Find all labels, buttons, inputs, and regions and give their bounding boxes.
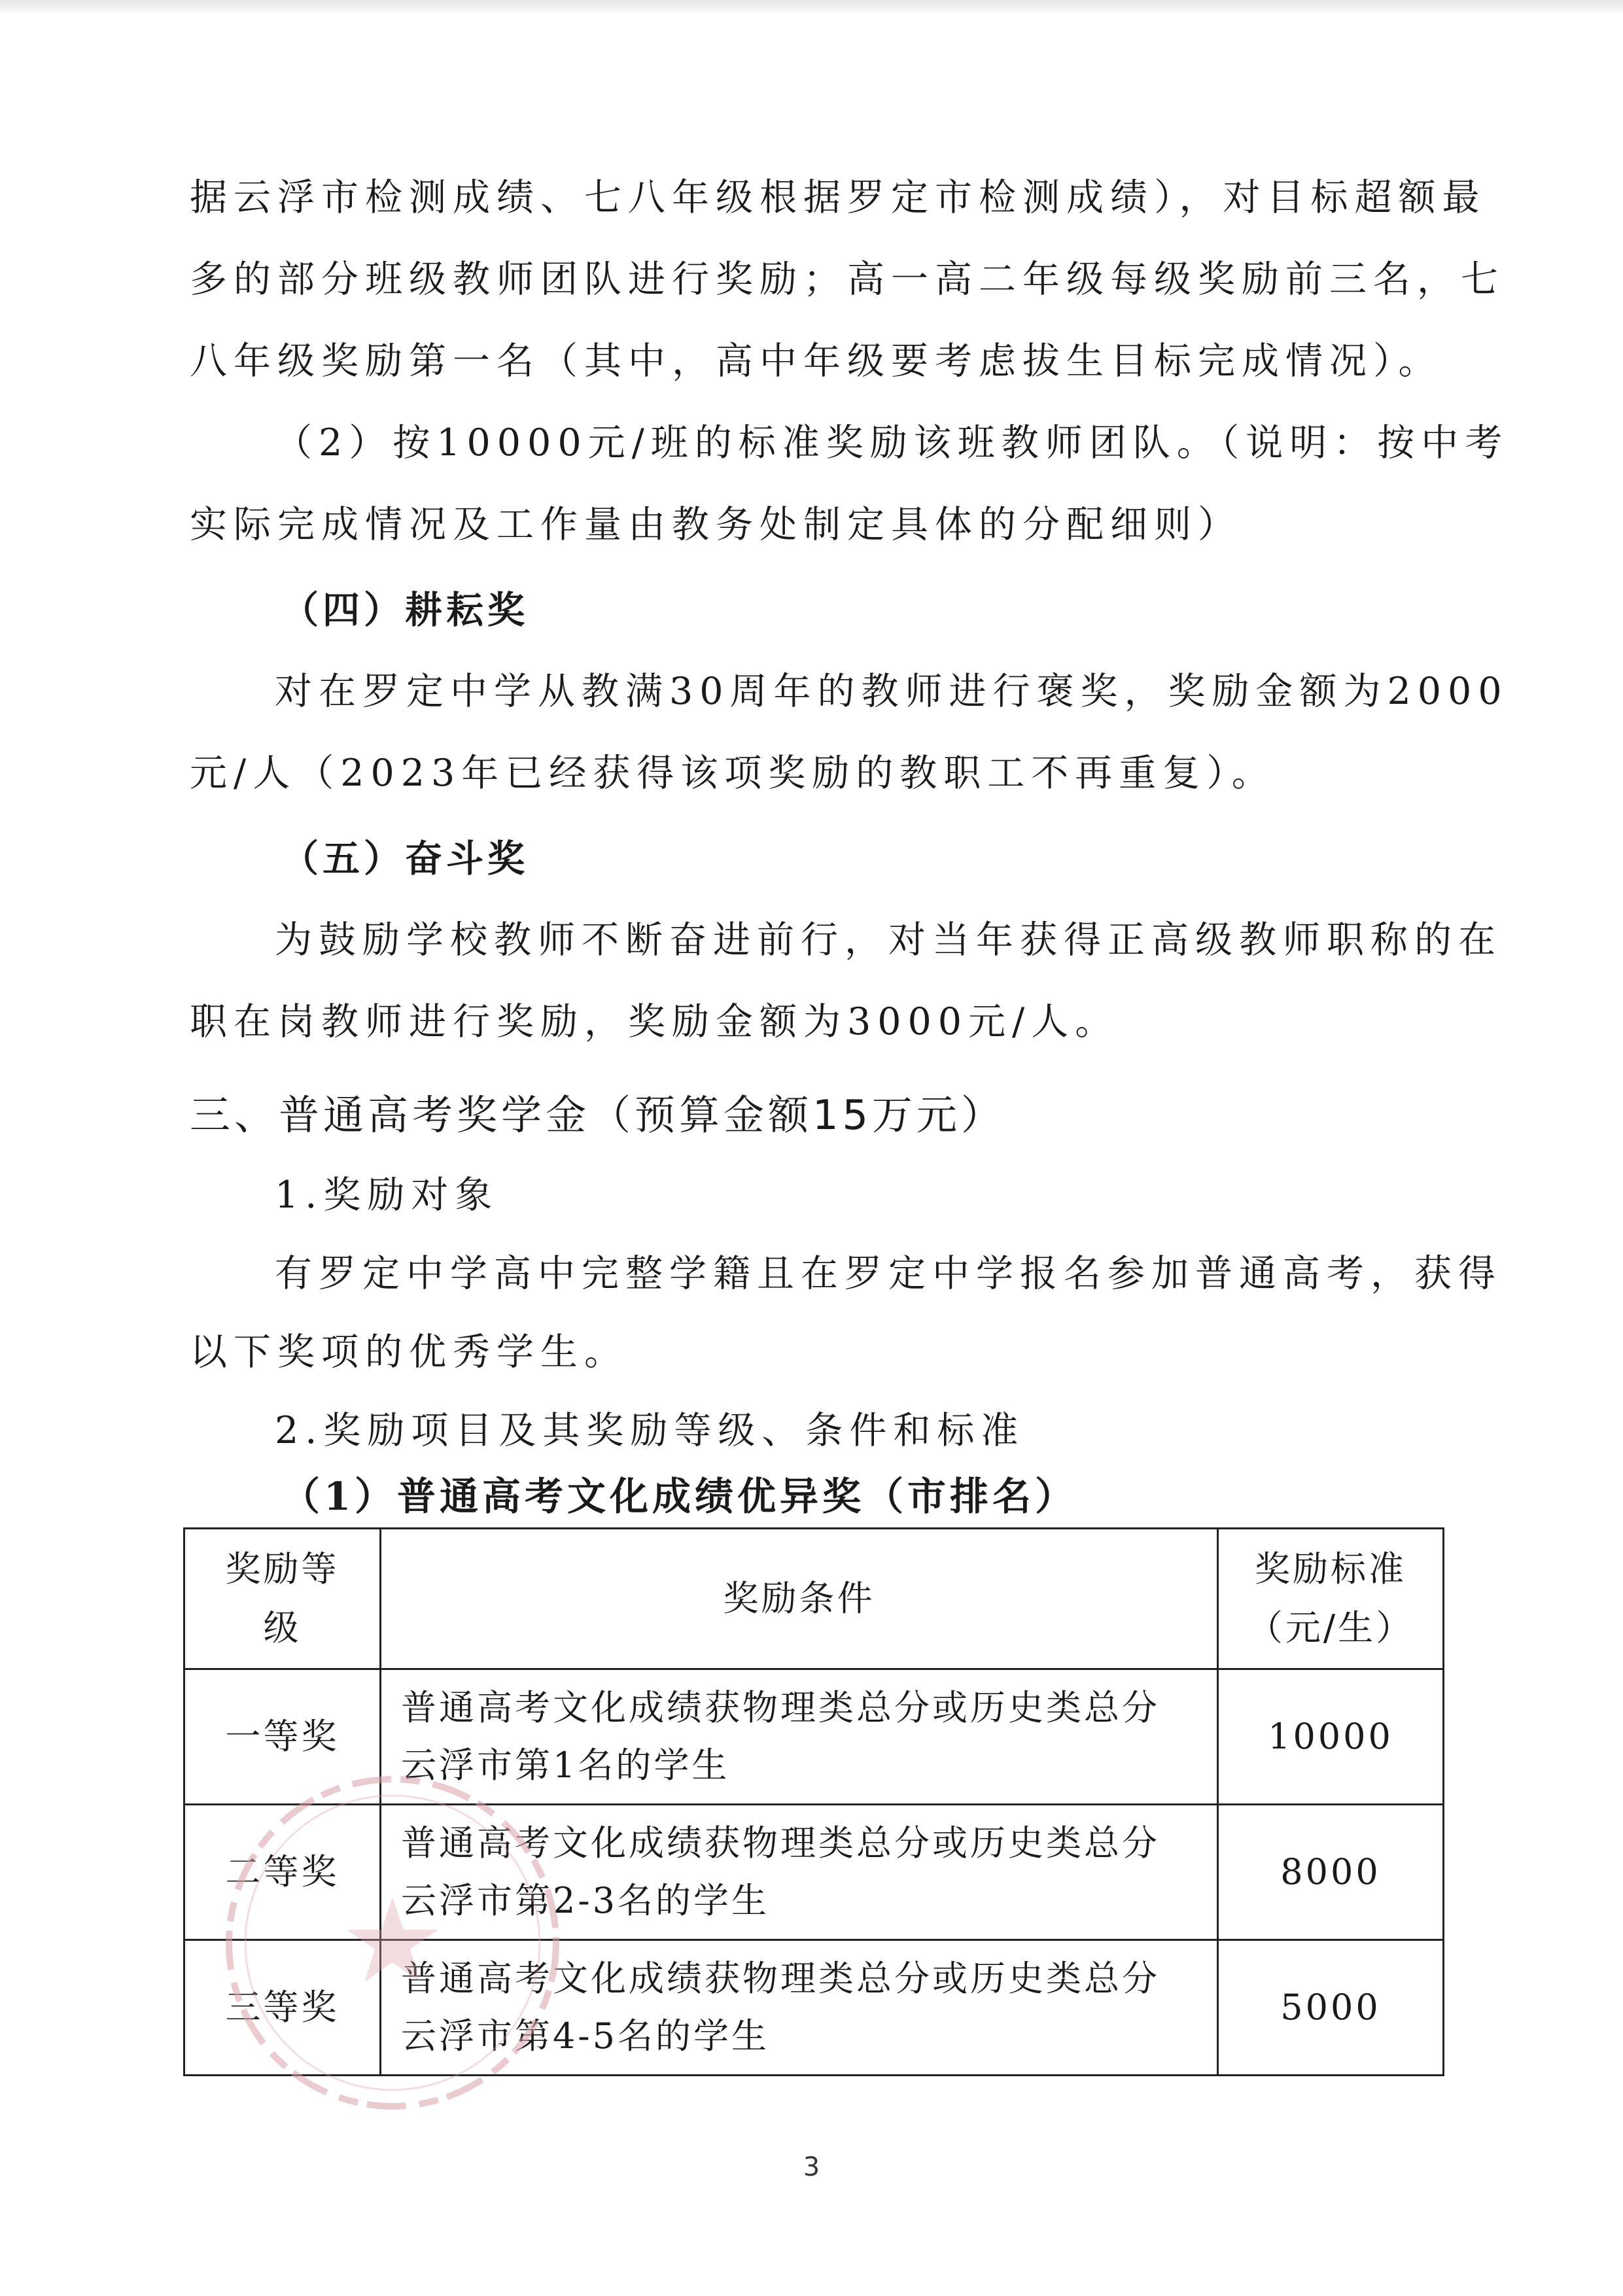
- cell-amount: 5000: [1218, 1940, 1444, 2076]
- cell-amount: 10000: [1218, 1669, 1444, 1805]
- header-standard: [1218, 1529, 1444, 1669]
- header-standard-line2: （元/生）: [1247, 1607, 1414, 1648]
- header-condition: 奖励条件: [381, 1529, 1218, 1669]
- paragraph-line: 多的部分班级教师团队进行奖励；高一高二年级每级奖励前三名，七: [190, 258, 1505, 301]
- header-level: [184, 1529, 381, 1669]
- page-number: 3: [803, 2152, 820, 2182]
- cell-amount: 8000: [1218, 1805, 1444, 1940]
- cond-line2: 云浮市第4-5名的学生: [401, 2015, 769, 2057]
- paragraph-line: 有罗定中学高中完整学籍且在罗定中学报名参加普通高考，获得: [275, 1252, 1502, 1295]
- cell-level: 二等奖: [184, 1805, 381, 1940]
- scan-top-edge: [0, 0, 1623, 16]
- header-standard-line1: 奖励标准: [1255, 1548, 1406, 1590]
- paragraph-line: 为鼓励学校教师不断奋进前行，对当年获得正高级教师职称的在: [275, 918, 1502, 962]
- cell-level: 三等奖: [184, 1940, 381, 2076]
- table-caption: （1）普通高考文化成绩优异奖（市排名）: [281, 1474, 1078, 1519]
- header-level-line2: 级: [263, 1607, 302, 1648]
- paragraph-line: 实际完成情况及工作量由教务处制定具体的分配细则）: [190, 503, 1242, 546]
- cond-line1: 普通高考文化成绩获物理类总分或历史类总分: [401, 1687, 1160, 1728]
- list-item-1: 1.奖励对象: [275, 1174, 499, 1217]
- section-heading: 三、普通高考奖学金（预算金额15万元）: [190, 1091, 1005, 1139]
- paragraph-line: 元/人（2023年已经获得该项奖励的教职工不再重复）。: [190, 752, 1276, 795]
- cell-level: 一等奖: [184, 1669, 381, 1805]
- paragraph-line: 八年级奖励第一名（其中，高中年级要考虑拔生目标完成情况）。: [190, 339, 1442, 383]
- cond-line1: 普通高考文化成绩获物理类总分或历史类总分: [401, 1958, 1160, 1999]
- list-item-2: 2.奖励项目及其奖励等级、条件和标准: [275, 1409, 1025, 1452]
- cond-line2: 云浮市第1名的学生: [401, 1745, 730, 1786]
- paragraph-line: 职在岗教师进行奖励，奖励金额为3000元/人。: [190, 1000, 1119, 1043]
- subheading-fendou: （五）奋斗奖: [281, 837, 529, 880]
- paragraph-line: 以下奖项的优秀学生。: [190, 1331, 628, 1374]
- paragraph-line: （2）按10000元/班的标准奖励该班教师团队。（说明：按中考: [275, 421, 1509, 464]
- faded-seal-stamp: [216, 1766, 569, 2119]
- subheading-gengyun: （四）耕耘奖: [281, 588, 529, 632]
- paragraph-line: 对在罗定中学从教满30周年的教师进行褒奖，奖励金额为2000: [275, 670, 1509, 713]
- cond-line2: 云浮市第2-3名的学生: [401, 1880, 769, 1921]
- paragraph-line: 据云浮市检测成绩、七八年级根据罗定市检测成绩），对目标超额最: [190, 176, 1486, 219]
- table-header-row: [184, 1529, 1444, 1669]
- header-level-line1: 奖励等: [225, 1548, 340, 1590]
- cond-line1: 普通高考文化成绩获物理类总分或历史类总分: [401, 1822, 1160, 1864]
